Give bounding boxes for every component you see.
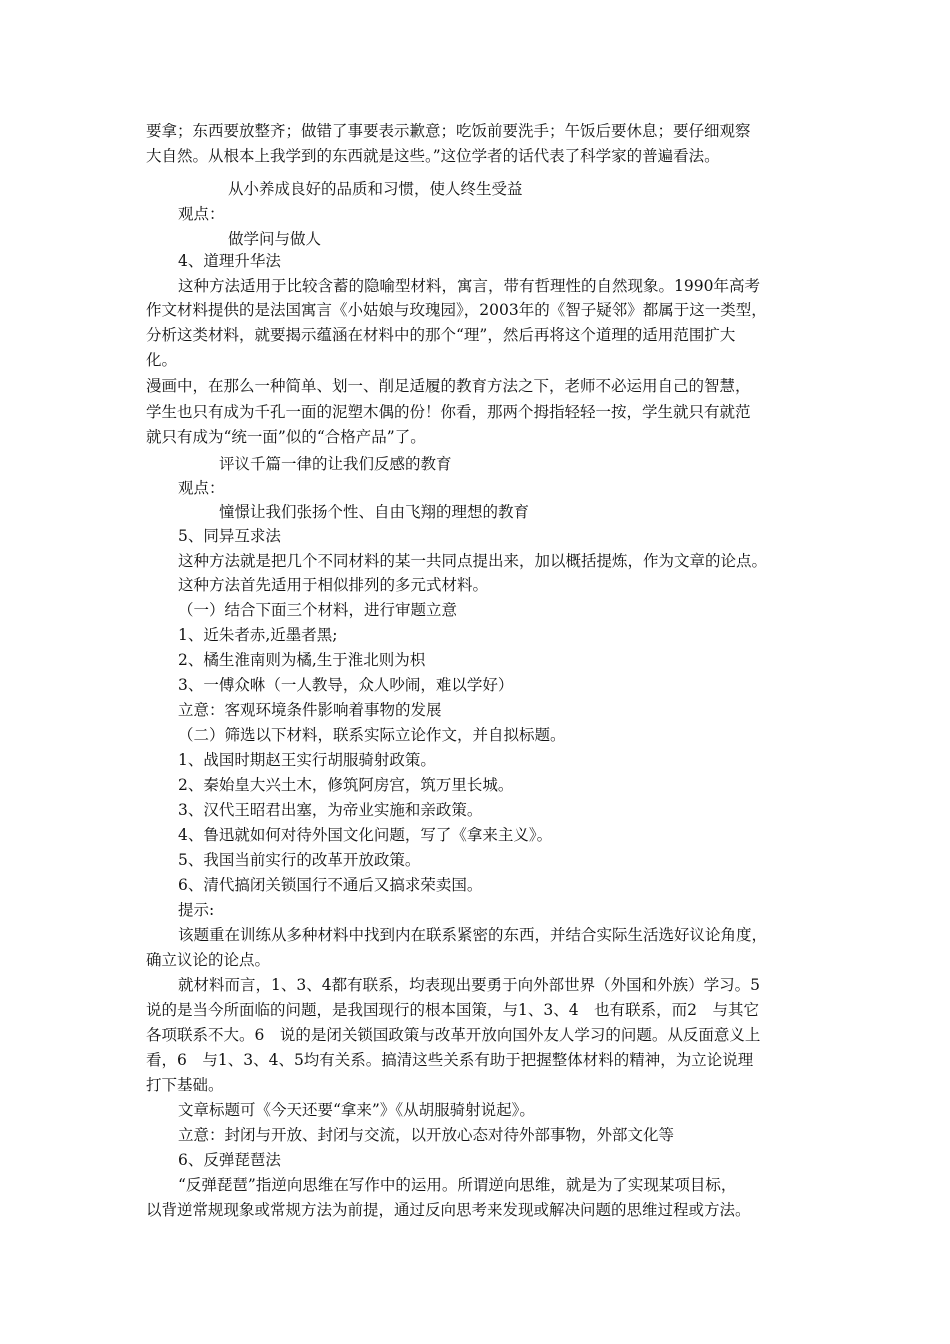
text-line: 学生也只有成为千孔一面的泥塑木偶的份！你看，那两个拇指轻轻一按，学生就只有就范	[146, 403, 751, 421]
list-item: 2、秦始皇大兴土木，修筑阿房宫，筑万里长城。	[178, 776, 514, 794]
text-line: 分析这类材料，就要揭示蕴涵在材料中的那个“理”，然后再将这个道理的适用范围扩大	[146, 326, 736, 344]
text-line: 漫画中，在那么一种简单、划一、削足适履的教育方法之下，老师不必运用自己的智慧，	[146, 377, 751, 395]
text-line: 各项联系不大。6 说的是闭关锁国政策与改革开放向国外友人学习的问题。从反面意义上	[146, 1026, 761, 1044]
centered-thesis-line: 做学问与做人	[228, 230, 322, 248]
label-line: 观点：	[178, 479, 225, 497]
text-line: 确立议论的论点。	[146, 951, 271, 969]
section-heading: 6、反弹琵琶法	[178, 1151, 281, 1169]
text-line: 看，6 与1、3、4、5均有关系。搞清这些关系有助于把握整体材料的精神，为立论说理	[146, 1051, 754, 1069]
sub-heading: （一）结合下面三个材料，进行审题立意	[178, 601, 458, 619]
list-item: 4、鲁迅就如何对待外国文化问题，写了《拿来主义》。	[178, 826, 553, 844]
list-item: 3、一傅众咻（一人教导，众人吵闹，难以学好）	[178, 676, 514, 694]
text-line: 这种方法适用于比较含蓄的隐喻型材料，寓言，带有哲理性的自然现象。1990年高考	[178, 277, 760, 295]
text-line: 该题重在训练从多种材料中找到内在联系紧密的东西，并结合实际生活选好议论角度，	[178, 926, 768, 944]
text-line: 作文材料提供的是法国寓言《小姑娘与玫瑰园》，2003年的《智子疑邻》都属于这一类型，	[146, 301, 767, 319]
sub-heading: （二）筛选以下材料，联系实际立论作文，并自拟标题。	[178, 726, 566, 744]
section-heading: 4、道理升华法	[178, 252, 281, 270]
text-line: 立意：客观环境条件影响着事物的发展	[178, 701, 442, 719]
section-heading: 5、同异互求法	[178, 527, 281, 545]
list-item: 6、清代搞闭关锁国行不通后又搞求荣卖国。	[178, 876, 483, 894]
text-line: 要拿；东西要放整齐；做错了事要表示歉意；吃饭前要洗手；午饭后要休息；要仔细观察	[146, 122, 751, 140]
text-line: 这种方法就是把几个不同材料的某一共同点提出来，加以概括提炼，作为文章的论点。	[178, 552, 768, 570]
text-line: 就材料而言，1、3、4都有联系，均表现出要勇于向外部世界（外国和外族）学习。5	[178, 976, 760, 994]
label-line: 观点：	[178, 205, 225, 223]
list-item: 1、近朱者赤,近墨者黑;	[178, 626, 338, 644]
text-line: 就只有成为“统一面”似的“合格产品”了。	[146, 428, 426, 446]
text-line: 大自然。从根本上我学到的东西就是这些。”这位学者的话代表了科学家的普遍看法。	[146, 147, 720, 165]
list-item: 2、橘生淮南则为橘,生于淮北则为枳	[178, 651, 426, 669]
list-item: 3、汉代王昭君出塞，为帝业实施和亲政策。	[178, 801, 483, 819]
text-line: 以背逆常规现象或常规方法为前提，通过反向思考来发现或解决问题的思维过程或方法。	[146, 1201, 751, 1219]
centered-thesis-line: 憧憬让我们张扬个性、自由飞翔的理想的教育	[219, 503, 530, 521]
centered-thesis-line: 评议千篇一律的让我们反感的教育	[219, 455, 452, 473]
text-line: 打下基础。	[146, 1076, 224, 1094]
text-line: 文章标题可《今天还要“拿来”》《从胡服骑射说起》。	[178, 1101, 535, 1119]
text-line: 这种方法首先适用于相似排列的多元式材料。	[178, 576, 489, 594]
text-line: 化。	[146, 351, 178, 369]
text-line: 立意：封闭与开放、封闭与交流，以开放心态对待外部事物，外部文化等	[178, 1126, 675, 1144]
label-line: 提示:	[178, 901, 215, 919]
centered-thesis-line: 从小养成良好的品质和习惯，使人终生受益	[228, 180, 523, 198]
text-line: “反弹琵琶”指逆向思维在写作中的运用。所谓逆向思维，就是为了实现某项目标，	[178, 1176, 737, 1194]
text-line: 说的是当今所面临的问题，是我国现行的根本国策，与1、3、4 也有联系，而2 与其它	[146, 1001, 759, 1019]
list-item: 1、战国时期赵王实行胡服骑射政策。	[178, 751, 436, 769]
list-item: 5、我国当前实行的改革开放政策。	[178, 851, 421, 869]
